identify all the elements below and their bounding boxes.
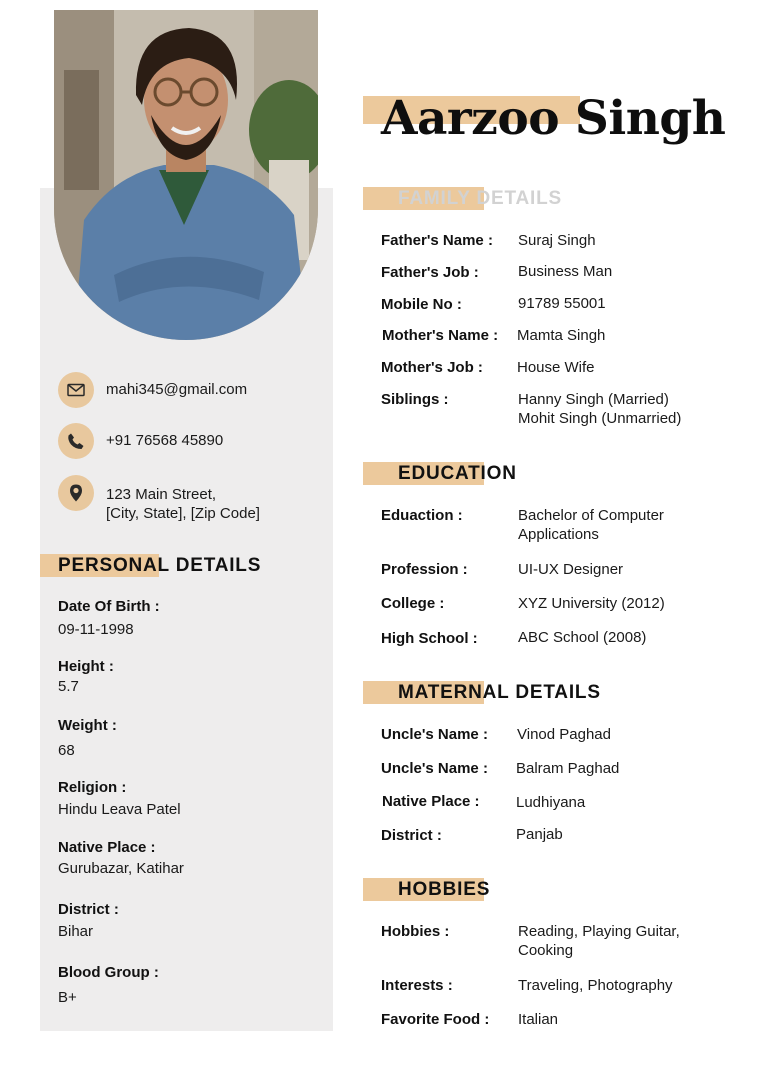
weight-value: 68 [58,742,75,759]
maternal-details-heading [363,682,601,704]
education-heading [363,463,517,485]
row-label: Mother's Name : [382,327,499,344]
row-label: Native Place : [382,793,480,810]
row-value: Ludhiyana [516,794,586,811]
row-value: House Wife [517,359,595,376]
row-value: Business Man [518,263,613,280]
personal-item-religion [58,779,181,818]
location-pin-icon [58,475,94,511]
row-value: XYZ University (2012) [518,595,665,612]
row-label: Siblings : [381,391,449,408]
phone-text: +91 76568 45890 [106,432,224,449]
row-value: Italian [518,1011,559,1028]
phone-icon [58,423,94,459]
dob-label: Date Of Birth : [58,598,160,615]
row-label: Mother's Job : [381,359,483,376]
personal-item-dob [58,598,160,638]
candidate-name: Aarzoo Singh [381,91,726,146]
hobbies-heading [363,879,490,901]
family-title-strong: FAMILY [398,188,471,209]
row-label: High School : [381,630,478,647]
row-value: Mamta Singh [517,327,606,344]
row-value: Cooking [518,942,574,959]
contact-phone[interactable] [58,423,223,459]
religion-value: Hindu Leava Patel [58,801,181,818]
address-line-1: 123 Main Street, [106,486,217,503]
row-label: Favorite Food : [381,1011,490,1028]
dob-value: 09-11-1998 [58,621,134,638]
native-place-label: Native Place : [58,839,156,856]
district-value: Bihar [58,923,94,940]
section-title-text: MATERNAL DETAILS [398,682,601,703]
row-value: ABC School (2008) [518,629,647,646]
row-value: Mohit Singh (Unmarried) [518,410,682,427]
name-heading [363,92,725,146]
email-text: mahi345@gmail.com [106,381,248,398]
row-label: Mobile No : [381,296,462,313]
row-label: Uncle's Name : [381,726,488,743]
district-label: District : [58,901,119,918]
row-value: UI-UX Designer [518,561,624,578]
row-label: Uncle's Name : [381,760,488,777]
section-title-text: PERSONAL DETAILS [58,555,262,576]
row-label: Father's Name : [381,232,493,249]
row-value: Traveling, Photography [518,977,673,994]
family-details-heading [363,188,562,210]
row-label: Hobbies : [381,923,450,940]
native-place-value: Gurubazar, Katihar [58,860,184,877]
row-label: Father's Job : [381,264,479,281]
row-value: Suraj Singh [518,232,596,249]
contact-email[interactable] [58,372,247,408]
row-value: Vinod Paghad [517,726,611,743]
row-value: Reading, Playing Guitar, [518,923,680,940]
section-title-text: EDUCATION [398,463,517,484]
row-label: Interests : [381,977,453,994]
row-value: Balram Paghad [516,760,620,777]
row-value: Applications [518,526,599,543]
address-line-2: [City, State], [Zip Code] [106,505,260,522]
contact-address [58,475,260,523]
height-value: 5.7 [58,678,79,695]
height-label: Height : [58,658,114,675]
row-label: District : [381,827,442,844]
section-title-text: HOBBIES [398,879,491,900]
row-label: College : [381,595,445,612]
profile-photo-illustration [54,10,318,340]
row-value: 91789 55001 [518,295,606,312]
personal-item-district [58,901,119,940]
row-label: Profession : [381,561,468,578]
family-title-faded: DETAILS [476,188,562,209]
personal-item-native-place [58,839,184,877]
personal-details-heading [40,555,261,577]
blood-group-value: B+ [58,989,77,1006]
personal-item-height [58,658,114,695]
religion-label: Religion : [58,779,127,796]
mail-icon [58,372,94,408]
row-value: Panjab [516,826,563,843]
row-value: Bachelor of Computer [518,507,664,524]
row-value: Hanny Singh (Married) [518,391,669,408]
profile-photo [54,10,318,340]
blood-group-label: Blood Group : [58,964,159,981]
personal-item-weight [58,717,117,759]
personal-item-blood-group [58,964,159,1006]
row-label: Eduaction : [381,507,463,524]
weight-label: Weight : [58,717,117,734]
